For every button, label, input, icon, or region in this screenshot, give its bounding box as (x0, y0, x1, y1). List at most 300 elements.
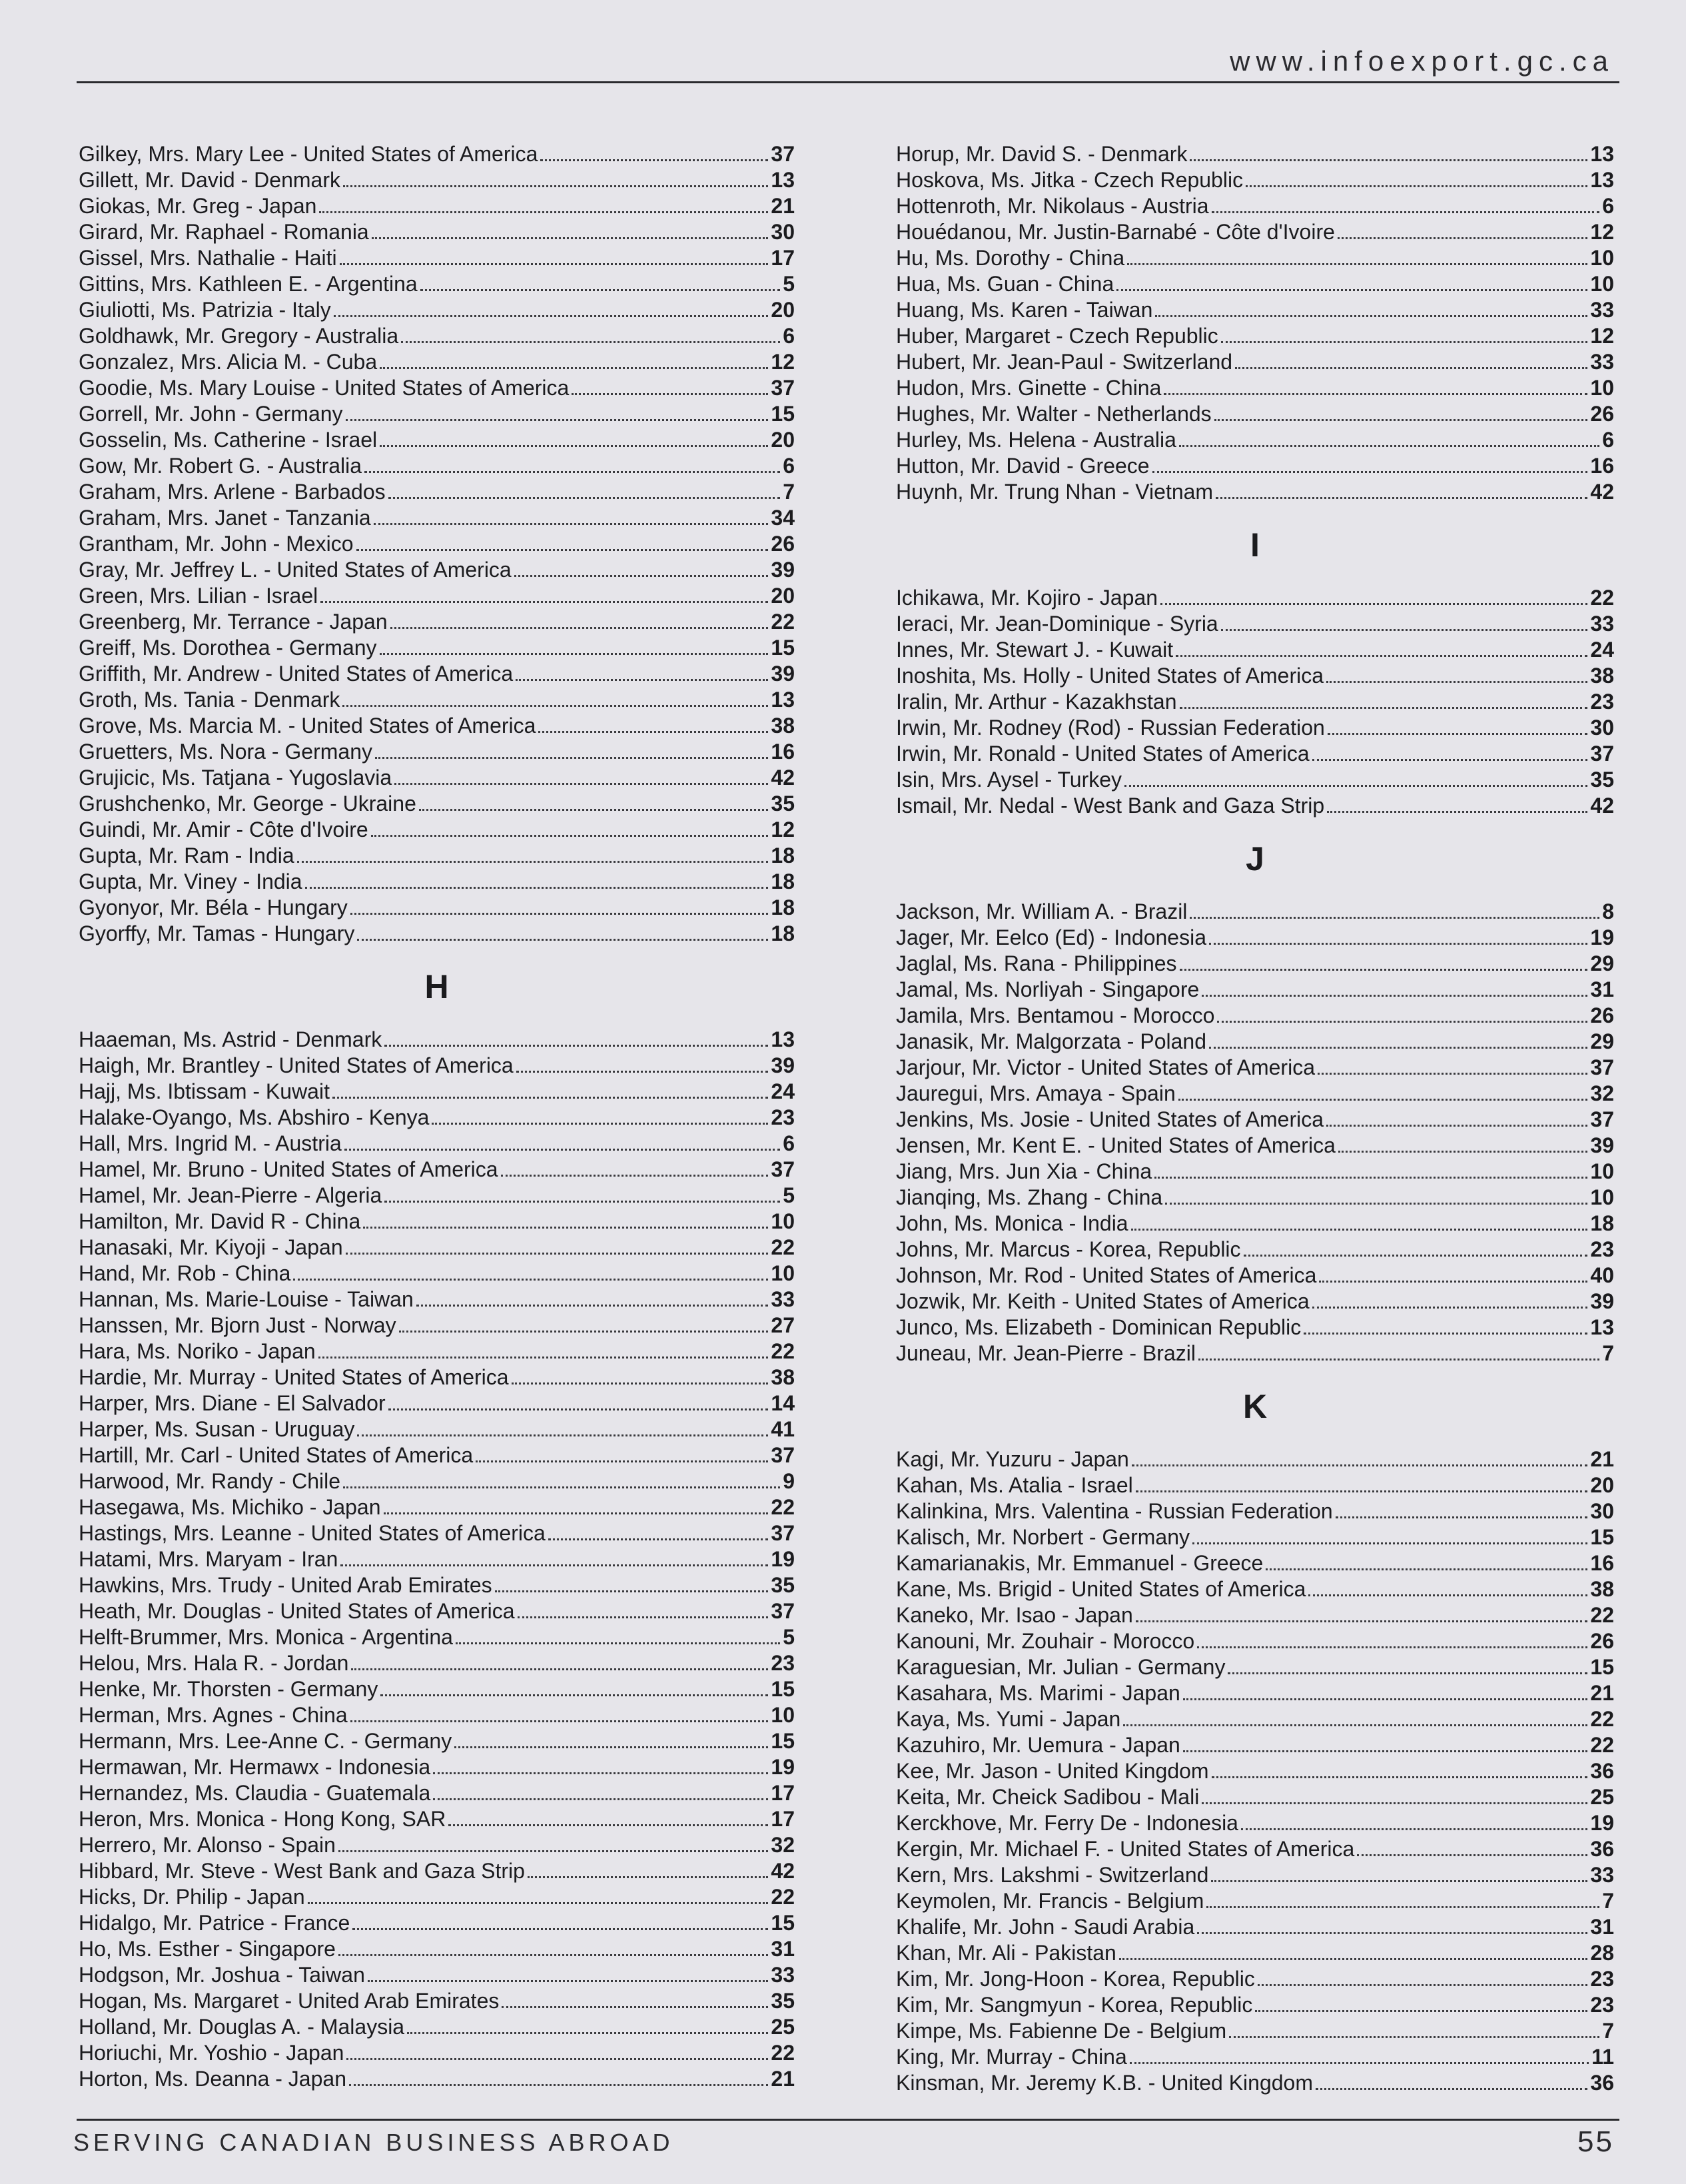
dot-leader (433, 1755, 768, 1774)
dot-leader (1212, 1759, 1588, 1778)
dot-leader (372, 220, 769, 239)
list-item (896, 1940, 1614, 1966)
entry-page: 16 (771, 740, 795, 764)
list-item (79, 1390, 795, 1416)
list-item (896, 1836, 1614, 1862)
entry-name: Halake-Oyango, Ms. Abshiro - Kenya (79, 1105, 430, 1129)
dot-leader (1202, 977, 1587, 997)
dot-leader (1221, 612, 1588, 631)
list-item (896, 193, 1614, 219)
entry-name: Gupta, Mr. Viney - India (79, 869, 302, 893)
entry-name: Jiang, Mrs. Jun Xia - China (896, 1159, 1152, 1183)
entry-name: Hubert, Mr. Jean-Paul - Switzerland (896, 350, 1233, 374)
entry-name: Grove, Ms. Marcia M. - United States of America (79, 714, 536, 738)
dot-leader (1136, 1473, 1588, 1492)
dot-leader (338, 1833, 768, 1852)
dot-leader (516, 662, 768, 681)
dot-leader (1183, 1681, 1588, 1700)
dot-leader (1123, 1707, 1587, 1726)
entry-page: 33 (1590, 298, 1614, 322)
dot-leader (1180, 951, 1588, 971)
entry-page: 24 (771, 1079, 795, 1103)
list-item (79, 2014, 795, 2040)
entry-page: 38 (771, 714, 795, 738)
entry-name: Hamilton, Mr. David R - China (79, 1209, 361, 1233)
list-item (79, 1209, 795, 1235)
entry-page: 33 (1590, 350, 1614, 374)
list-item (896, 1576, 1614, 1602)
entry-page: 22 (771, 1885, 795, 1909)
list-item (896, 1341, 1614, 1366)
entry-page: 15 (771, 1911, 795, 1935)
dot-leader (318, 1339, 769, 1359)
entry-page: 10 (771, 1703, 795, 1727)
list-item (896, 1654, 1614, 1680)
dot-leader (380, 1677, 768, 1696)
entry-page: 39 (771, 662, 795, 686)
dot-leader (374, 506, 769, 525)
dot-leader (456, 1625, 780, 1644)
dot-leader (407, 2015, 768, 2034)
entry-page: 33 (771, 1963, 795, 1987)
list-item (79, 1832, 795, 1858)
dot-leader (420, 272, 781, 291)
entry-name: Guindi, Mr. Amir - Côte d'Ivoire (79, 818, 368, 841)
list-item (79, 1027, 795, 1053)
entry-page: 39 (771, 558, 795, 582)
entry-name: Hoskova, Ms. Jitka - Czech Republic (896, 168, 1244, 192)
entry-page: 22 (771, 2041, 795, 2065)
list-item (896, 1888, 1614, 1914)
entry-page: 26 (1590, 1629, 1614, 1653)
dot-leader (1178, 1081, 1588, 1101)
list-item (896, 1914, 1614, 1940)
list-item (79, 323, 795, 349)
entry-name: Isin, Mrs. Aysel - Turkey (896, 768, 1122, 792)
entry-name: Kalisch, Mr. Norbert - Germany (896, 1525, 1190, 1549)
dot-leader (319, 194, 768, 213)
entry-name: Harwood, Mr. Randy - Chile (79, 1469, 341, 1493)
dot-leader (528, 1859, 768, 1878)
entry-name: Irwin, Mr. Ronald - United States of America (896, 742, 1310, 766)
list-item (79, 427, 795, 453)
list-item (79, 583, 795, 609)
list-item (896, 1472, 1614, 1498)
entry-name: Houédanou, Mr. Justin-Barnabé - Côte d'Ivoire (896, 220, 1335, 244)
entry-page: 26 (1590, 1003, 1614, 1027)
entry-name: Helft-Brummer, Mrs. Monica - Argentina (79, 1625, 453, 1649)
entry-page: 19 (1590, 1811, 1614, 1835)
entry-name: Hannan, Ms. Marie-Louise - Taiwan (79, 1287, 414, 1311)
entry-name: Helou, Mrs. Hala R. - Jordan (79, 1651, 349, 1675)
list-item (896, 1159, 1614, 1185)
entry-name: Khan, Mr. Ali - Pakistan (896, 1941, 1116, 1965)
dot-leader (364, 454, 780, 473)
i-entries (896, 585, 1614, 819)
list-item (896, 1211, 1614, 1237)
entry-page: 36 (1590, 1837, 1614, 1861)
entry-page: 10 (1590, 376, 1614, 400)
entry-name: Gyonyor, Mr. Béla - Hungary (79, 895, 348, 919)
list-item (79, 453, 795, 479)
dot-leader (371, 818, 769, 837)
entry-page: 15 (1590, 1525, 1614, 1549)
entry-page: 7 (1602, 2019, 1614, 2043)
entry-name: Giokas, Mr. Greg - Japan (79, 194, 317, 218)
dot-leader (352, 1911, 768, 1930)
entry-name: Jackson, Mr. William A. - Brazil (896, 899, 1188, 923)
entry-name: Iralin, Mr. Arthur - Kazakhstan (896, 690, 1177, 714)
entry-name: Kahan, Ms. Atalia - Israel (896, 1473, 1133, 1497)
entry-name: Hibbard, Mr. Steve - West Bank and Gaza Strip (79, 1859, 525, 1883)
dot-leader (1316, 2071, 1587, 2090)
list-item (79, 1780, 795, 1806)
list-item (79, 245, 795, 271)
entry-page: 37 (771, 1521, 795, 1545)
dot-leader (1304, 1315, 1587, 1335)
entry-page: 39 (771, 1053, 795, 1077)
entry-page: 28 (1590, 1941, 1614, 1965)
entry-page: 29 (1590, 951, 1614, 975)
entry-name: Kerckhove, Mr. Ferry De - Indonesia (896, 1811, 1238, 1835)
entry-name: Gyorffy, Mr. Tamas - Hungary (79, 921, 355, 945)
entry-page: 10 (1590, 246, 1614, 270)
list-item (79, 1546, 795, 1572)
entry-page: 41 (771, 1417, 795, 1441)
entry-page: 18 (771, 895, 795, 919)
dot-leader (538, 714, 768, 733)
entry-page: 36 (1590, 2071, 1614, 2095)
entry-name: Hall, Mrs. Ingrid M. - Austria (79, 1131, 342, 1155)
list-item (896, 1107, 1614, 1133)
entry-page: 37 (771, 142, 795, 166)
dot-leader (1131, 1211, 1588, 1231)
dot-leader (320, 584, 768, 603)
entry-name: Hughes, Mr. Walter - Netherlands (896, 402, 1212, 426)
entry-page: 10 (1590, 1185, 1614, 1209)
entry-page: 22 (771, 1495, 795, 1519)
list-item (79, 869, 795, 895)
entry-name: Heath, Mr. Douglas - United States of America (79, 1599, 515, 1623)
entry-name: Hogan, Ms. Margaret - United Arab Emirates (79, 1989, 500, 2013)
list-item (79, 1676, 795, 1702)
entry-name: King, Mr. Murray - China (896, 2045, 1127, 2069)
dot-leader (343, 1469, 780, 1488)
dot-leader (1119, 1941, 1588, 1960)
entry-page: 31 (1590, 1915, 1614, 1939)
entry-name: Jensen, Mr. Kent E. - United States of America (896, 1133, 1336, 1157)
list-item (79, 1936, 795, 1962)
list-item (896, 1289, 1614, 1315)
dot-leader (1124, 768, 1587, 787)
list-item (79, 1806, 795, 1832)
entry-page: 9 (783, 1469, 795, 1493)
list-item (896, 1966, 1614, 1992)
page-number: 55 (1577, 2125, 1614, 2158)
entry-name: Gillett, Mr. David - Denmark (79, 168, 340, 192)
list-item (896, 715, 1614, 741)
entry-name: Kee, Mr. Jason - United Kingdom (896, 1759, 1209, 1783)
entry-name: Kane, Ms. Brigid - United States of America (896, 1577, 1306, 1601)
entry-page: 10 (1590, 272, 1614, 296)
header-url: www.infoexport.gc.ca (1230, 45, 1614, 77)
list-item (896, 1628, 1614, 1654)
dot-leader (1217, 1003, 1587, 1023)
dot-leader (1258, 1967, 1588, 1986)
entry-name: Ismail, Mr. Nedal - West Bank and Gaza Strip (896, 794, 1325, 818)
list-item (896, 219, 1614, 245)
dot-leader (340, 246, 769, 265)
entry-name: Kanouni, Mr. Zouhair - Morocco (896, 1629, 1195, 1653)
left-column (79, 141, 795, 2092)
entry-name: Ieraci, Mr. Jean-Dominique - Syria (896, 612, 1218, 636)
dot-leader (416, 1287, 769, 1307)
dot-leader (1209, 1029, 1587, 1049)
entry-page: 34 (771, 506, 795, 530)
right-column (896, 141, 1614, 2096)
dot-leader (308, 1885, 769, 1904)
dot-leader (390, 610, 769, 629)
entry-page: 25 (771, 2015, 795, 2039)
entry-page: 15 (771, 1729, 795, 1753)
dot-leader (548, 1521, 769, 1540)
entry-name: Huynh, Mr. Trung Nhan - Vietnam (896, 480, 1214, 504)
list-item (896, 637, 1614, 663)
dot-leader (1176, 638, 1587, 657)
list-item (896, 479, 1614, 505)
entry-page: 10 (771, 1261, 795, 1285)
entry-page: 19 (771, 1547, 795, 1571)
list-item (79, 297, 795, 323)
entry-name: Hernandez, Ms. Claudia - Guatemala (79, 1781, 431, 1805)
dot-leader (1336, 1499, 1588, 1518)
entry-name: Kamarianakis, Mr. Emmanuel - Greece (896, 1551, 1264, 1575)
entry-name: Haigh, Mr. Brantley - United States of America (79, 1053, 514, 1077)
dot-leader (1255, 1993, 1587, 2012)
entry-page: 39 (1590, 1289, 1614, 1313)
list-item (79, 1572, 795, 1598)
entry-page: 22 (1590, 1733, 1614, 1757)
list-item (79, 1910, 795, 1936)
list-item (896, 2018, 1614, 2044)
list-item (79, 817, 795, 843)
list-item (79, 531, 795, 557)
entry-name: Jarjour, Mr. Victor - United States of America (896, 1055, 1315, 1079)
entry-page: 23 (771, 1105, 795, 1129)
list-item (896, 1784, 1614, 1810)
entry-page: 18 (1590, 1211, 1614, 1235)
dot-leader (1326, 1107, 1587, 1127)
entry-page: 8 (1602, 899, 1614, 923)
dot-leader (340, 1547, 768, 1566)
entry-name: Hasegawa, Ms. Michiko - Japan (79, 1495, 381, 1519)
dot-leader (540, 142, 768, 161)
list-item (896, 401, 1614, 427)
entry-page: 22 (1590, 586, 1614, 610)
dot-leader (1216, 480, 1587, 499)
list-item (79, 713, 795, 739)
entry-name: Hastings, Mrs. Leanne - United States of America (79, 1521, 546, 1545)
dot-leader (1197, 1629, 1587, 1648)
entry-name: Holland, Mr. Douglas A. - Malaysia (79, 2015, 405, 2039)
list-item (896, 375, 1614, 401)
dot-leader (419, 792, 769, 811)
list-item (896, 951, 1614, 977)
dot-leader (1235, 350, 1587, 369)
list-item (896, 767, 1614, 793)
entry-page: 35 (771, 792, 795, 816)
dot-leader (1228, 1655, 1587, 1674)
entry-page: 27 (771, 1313, 795, 1337)
list-item (79, 1884, 795, 1910)
entry-page: 35 (1590, 768, 1614, 792)
list-item (79, 1053, 795, 1079)
entry-name: Hu, Ms. Dorothy - China (896, 246, 1125, 270)
entry-name: Goodie, Ms. Mary Louise - United States of America (79, 376, 570, 400)
list-item (896, 323, 1614, 349)
entry-page: 21 (1590, 1447, 1614, 1471)
entry-name: Hua, Ms. Guan - China (896, 272, 1114, 296)
list-item (896, 1237, 1614, 1263)
entry-name: Hottenroth, Mr. Nikolaus - Austria (896, 194, 1209, 218)
dot-leader (384, 1183, 780, 1203)
dot-leader (384, 1495, 769, 1514)
dot-leader (1180, 690, 1588, 709)
entry-name: Karaguesian, Mr. Julian - Germany (896, 1655, 1226, 1679)
list-item (79, 1105, 795, 1131)
entry-page: 13 (771, 1027, 795, 1051)
entry-page: 22 (1590, 1603, 1614, 1627)
entry-page: 12 (771, 350, 795, 374)
dot-leader (346, 1235, 769, 1255)
dot-leader (1312, 1289, 1588, 1309)
entry-page: 12 (1590, 220, 1614, 244)
k-entries (896, 1446, 1614, 2096)
entry-page: 5 (783, 1183, 795, 1207)
footer-rule (77, 2119, 1619, 2121)
dot-leader (394, 766, 768, 785)
list-item (896, 1602, 1614, 1628)
entry-page: 23 (1590, 1967, 1614, 1991)
list-item (896, 1081, 1614, 1107)
entry-name: Grushchenko, Mr. George - Ukraine (79, 792, 416, 816)
dot-leader (454, 1729, 768, 1748)
entry-page: 17 (771, 1781, 795, 1805)
entry-name: Gray, Mr. Jeffrey L. - United States of America (79, 558, 512, 582)
entry-page: 13 (1590, 1315, 1614, 1339)
list-item (79, 1287, 795, 1313)
entry-page: 20 (1590, 1473, 1614, 1497)
dot-leader (1136, 1603, 1588, 1622)
entry-page: 23 (771, 1651, 795, 1675)
list-item (79, 791, 795, 817)
list-item (896, 1810, 1614, 1836)
dot-leader (1308, 1577, 1587, 1596)
dot-leader (384, 1027, 768, 1047)
dot-leader (432, 1105, 768, 1125)
entry-name: Grantham, Mr. John - Mexico (79, 532, 354, 556)
dot-leader (375, 740, 768, 759)
entry-name: Junco, Ms. Elizabeth - Dominican Republic (896, 1315, 1302, 1339)
dot-leader (351, 1651, 768, 1670)
entry-name: Hermann, Mrs. Lee-Anne C. - Germany (79, 1729, 452, 1753)
entry-page: 35 (771, 1573, 795, 1597)
entry-name: Innes, Mr. Stewart J. - Kuwait (896, 638, 1174, 662)
entry-page: 12 (1590, 324, 1614, 348)
entry-name: Hutton, Mr. David - Greece (896, 454, 1150, 478)
entry-page: 32 (771, 1833, 795, 1857)
dot-leader (293, 1261, 768, 1281)
entry-name: Janasik, Mr. Malgorzata - Poland (896, 1029, 1206, 1053)
entry-name: Kim, Mr. Jong-Hoon - Korea, Republic (896, 1967, 1255, 1991)
dot-leader (1202, 1785, 1587, 1804)
dot-leader (1209, 925, 1587, 945)
entry-page: 13 (1590, 142, 1614, 166)
list-item (79, 375, 795, 401)
entry-name: Green, Mrs. Lilian - Israel (79, 584, 318, 608)
entry-name: Graham, Mrs. Arlene - Barbados (79, 480, 386, 504)
entry-page: 37 (771, 1599, 795, 1623)
dot-leader (388, 480, 781, 499)
dot-leader (1338, 1133, 1588, 1153)
list-item (79, 1339, 795, 1365)
list-item (896, 1758, 1614, 1784)
dot-leader (1326, 664, 1587, 683)
entry-page: 17 (771, 246, 795, 270)
dot-leader (1183, 1733, 1588, 1752)
entry-page: 5 (783, 1625, 795, 1649)
dot-leader (380, 350, 768, 369)
list-item (79, 921, 795, 947)
entry-name: Jauregui, Mrs. Amaya - Spain (896, 1081, 1176, 1105)
g-entries (79, 141, 795, 947)
entry-page: 14 (771, 1391, 795, 1415)
list-item (79, 2066, 795, 2092)
dot-leader (1229, 2019, 1599, 2038)
entry-name: Gorrell, Mr. John - Germany (79, 402, 343, 426)
entry-page: 17 (771, 1807, 795, 1831)
entry-page: 36 (1590, 1759, 1614, 1783)
entry-name: Giuliotti, Ms. Patrizia - Italy (79, 298, 331, 322)
entry-name: Hara, Ms. Noriko - Japan (79, 1339, 316, 1363)
entry-name: Goldhawk, Mr. Gregory - Australia (79, 324, 399, 348)
entry-page: 42 (1590, 794, 1614, 818)
list-item (896, 1992, 1614, 2018)
dot-leader (1327, 794, 1587, 813)
list-item (896, 1862, 1614, 1888)
list-item (79, 1131, 795, 1157)
entry-name: Keita, Mr. Cheick Sadibou - Mali (896, 1785, 1200, 1809)
entry-page: 6 (1602, 428, 1614, 452)
entry-name: Johns, Mr. Marcus - Korea, Republic (896, 1237, 1241, 1261)
list-item (896, 585, 1614, 611)
entry-page: 16 (1590, 454, 1614, 478)
dot-leader (1214, 402, 1588, 421)
entry-name: Kergin, Mr. Michael F. - United States of America (896, 1837, 1355, 1861)
dot-leader (516, 1053, 769, 1073)
list-item (896, 1263, 1614, 1289)
h-entries-left (79, 1027, 795, 2092)
list-item (896, 1133, 1614, 1159)
dot-leader (368, 1963, 769, 1982)
j-entries (896, 899, 1614, 1366)
dot-leader (1190, 142, 1587, 161)
dot-leader (342, 688, 768, 707)
dot-leader (1241, 1811, 1587, 1830)
list-item (896, 2070, 1614, 2096)
entry-page: 33 (771, 1287, 795, 1311)
entry-name: Kasahara, Ms. Marimi - Japan (896, 1681, 1180, 1705)
